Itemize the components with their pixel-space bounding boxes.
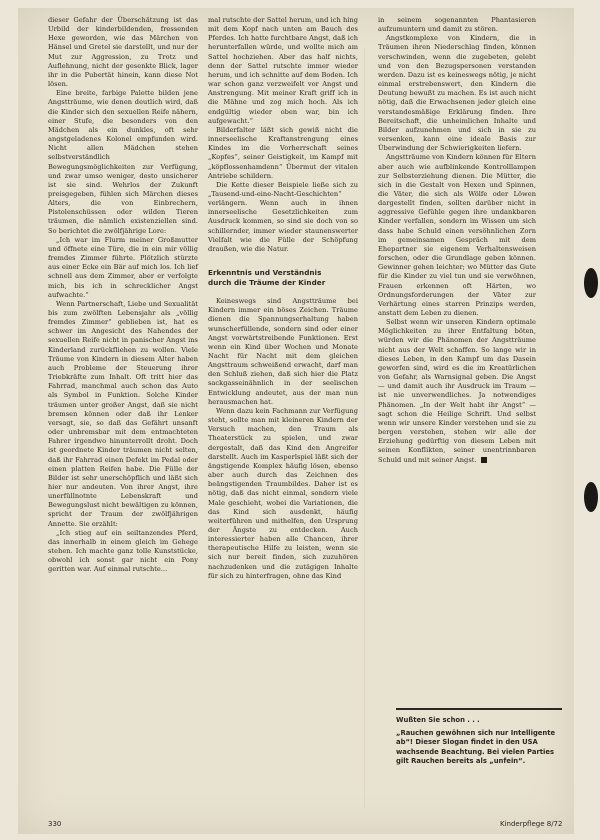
box-text: „Rauchen gewöhnen sich nur Intelligente ab“! Dieser Slogan findet in den USA wachsende Beachtung. Bei vielen Parties gilt Rauchen bereits als „unfein“. xyxy=(396,729,556,765)
box-title: Wußten Sie schon . . . xyxy=(396,716,480,724)
text-column-middle xyxy=(208,16,358,581)
magazine-page xyxy=(18,8,574,834)
section-heading: Erkenntnis und Verständnis durch die Träume der Kinder xyxy=(208,268,326,287)
text-column-right xyxy=(378,16,536,465)
closing-paragraph-text: Selbst wenn wir unseren Kindern optimale Möglichkeiten zu ihrer Entfaltung böten, würden wir die Phänomen der Angstträume nicht aus der Welt schaffen. So lange wir in dieses Leben, in den Kampf um das Dasein geworfen sind, wird es die im Kreatürlichen von Gefahr, als Warnsignal geben. Die Angst — und damit auch ihr Ausdruck im Traum — ist nie unverwendliches. Ja notwendiges Phänomen. „In der Welt habt ihr Angst“ — sagt schon die Heilige Schrift. Und selbst wenn wir unsere Kinder verstehen und sie zu bergen verstehen, stehen wir alle der Erziehung gedürftig von diesem Leben mit seinen Konflikten, seiner unentrinnbaren Schuld und mit seiner Angst. xyxy=(378,318,536,464)
paragraph: mal rutschte der Sattel herum, und ich hing mit dem Kopf nach unten am Bauch des Pferdes. Ich hatte furchtbare Angst, daß ich herunterfallen würde, und wollte mich am Sattel hochziehen. Aber das half nichts, denn der Sattel rutschte immer wieder herum, und ich schnitte auf dem Boden. Ich war schon ganz verzweifelt vor Angst und Anstrengung. Mit meiner Kraft griff ich in die Mähne und zog mich hoch. Als ich endgültig wieder oben war, bin ich aufgewacht.“ xyxy=(208,16,358,125)
end-of-article-mark xyxy=(481,457,487,463)
text-column-left xyxy=(48,16,198,575)
paragraph: Wenn dazu kein Fachmann zur Verfügung steht, sollte man mit kleineren Kindern der Versuch machen, den Traum als Theaterstück zu spielen, und zwar dergestalt, daß das Kind den Angreifer darstellt. Auch im Kasperlspiel läßt sich der ängstigende Komplex häufig lösen, ebenso aber auch durch das Zeichnen des beängstigenden Traumbildes. Daher ist es nötig, daß das nicht einmal, sondern viele Male geschieht, wobei die Variationen, die das Kind sich ausdenkt, häufig weiterführen und mithelfen, den Ursprung der Ängste zu entdecken. Auch interessierter haben alle Chancen, ihrer therapeutische Hilfe zu leisten, wenn sie sich nur bereit finden, sich zuzuhören nachzudenken und die zutägigen Inhalte für sich zu hinterfragen, ohne das Kind xyxy=(208,406,358,580)
paragraph: Angstkomplexe von Kindern, die in Träumen ihren Niederschlag finden, können verschwinden, wenn die zugebeten, gelebt und von den Bezugspersonen verstanden werden. Dazu ist es keineswegs nötig, je nicht einmal erstrebenswert, den Kindern die Deutung bewußt zu machen. Es ist auch nicht nötig, daß die Erwachsenen jeder gleich eine verstandesmäßige Erklärung finden. Ihre Bereitschaft, die unheimlichen Inhalte und Bilder aufzunehmen und sich in sie zu versenken, kann eine ideale Basis zur Überwindung der Schwierigkeiten liefern. xyxy=(378,34,536,153)
issue-label: Kinderpflege 8/72 xyxy=(500,820,563,828)
binder-hole xyxy=(584,482,598,512)
page-crease xyxy=(364,48,365,808)
paragraph: Keineswegs sind Angstträume bei Kindern immer ein böses Zeichen. Träume dienen die Spannungserhaltung haben wunscherfüllende, sondern sind oder einer Angst vorwärtstreibende Funktionen. Erst wenn ein Kind über Wochen und Monate Nacht für Nacht mit dem gleichen Angsttraum schweißend erwacht, darf man den Schluß ziehen, daß sich hier die Platz sackgasseinähnlich in der seelischen Entwicklung andeutet, aus der man nun herausmachen hat. xyxy=(208,297,358,406)
paragraph: in seinem sogenannten Phantasieren aufzumuntern und damit zu stören. xyxy=(378,16,536,34)
dream-quote: „Ich war im Flurm meiner Großmutter und öffnete eine Türe, die in ein mir völlig fremdes Zimmer führte. Plötzlich stürzte aus einer Ecke ein Bär auf mich los. Ich lief schnell aus dem Zimmer, aber er verfolgte mich, bis ich in schrecklicher Angst aufwachte.“ xyxy=(48,235,198,299)
paragraph: Die Kette dieser Beispiele ließe sich zu „Tausend-und-eine-Nacht-Geschichten“ verlängern. Wenn auch in ihnen innerseelische Gesetzlichkeiten zum Ausdruck kommen, so sind sie doch von so schillernder, immer wieder staunenswerter Vielfalt wie die Fülle der Schöpfung draußen, wie die Natur. xyxy=(208,180,358,253)
paragraph: Eine breite, farbige Palette bilden jene Angstträume, wie denen deutlich wird, daß die Kinder sich den sexuellen Reife nähern, einer Stufe, die besonders von den Mädchen als ein dunkles, oft sehr angstgeladenes Kolonel empfunden wird. Nicht allen Mädchen stehen selbstverständlich Bewegungsmöglichkeiten zur Verfügung, und zwar umso weniger, desto unsicherer ist sie sind. Wehrlos der Zukunft preisgegeben, fühlen sich Märchen dieses Alters, die von Einbrechern, Pistolenschüssen oder wilden Tieren träumen, die nämlich existenziellen sind. So berichtet die zwölfjährige Lore: xyxy=(48,89,198,235)
page-number: 330 xyxy=(48,820,62,828)
dream-quote: „Ich stieg auf ein seiltanzendes Pferd, das innerhalb in einem gleich im Gehege stehen. Ich machte ganz tolle Kunststücke, obwohl ich sonst gar nicht ein Pony geritten war. Auf einmal rutschte... xyxy=(48,528,198,574)
paragraph: Angstträume von Kindern können für Eltern aber auch wie aufblinkende Kontrolllampen zur Selbsterziehung dienen. Die Mütter, die sich in die Gestalt von Hexen und Spinnen, die Väter, die sich als Wölfe oder Löwen dargestellt finden, sollten darüber nicht in aggressive Gefühle gegen ihre undankbaren Kinder verfallen, sondern im Wissen um sich dass habe Schuld einen versöhnlichen Zorn im gemeinsamen Gespräch mit dem Ehepartner sie eigenem Verhaltensweisen forschen, oder die Grundlage geben können. Gewinner gehen leichter; wo Mütter das Gute für die Kinder zu viel tun und sie verwöhnen, Frauen erkennen oft Härten, wo Ordnungsforderungen der Väter zur Verhärtung eines starren Prinzips werden, anstatt dem Leben zu dienen. xyxy=(378,153,536,317)
paragraph: Bilderfalter läßt sich gewiß nicht die innerseelische Kraftanstrengung eines Kindes im die Vorherrschaft seines „Kopfes“, seiner Geistigkeit, im Kampf mit „köpflossenhamdenn“ Übermut der vitalen Antriebe schildern. xyxy=(208,125,358,180)
paragraph: dieser Gefahr der Überschätzung ist das Urbild der kinderbildenden, fressenden Hexe geworden, wie das Märchen von Hänsel und Gretel sie darstellt, und nur der Mut zur Aggression, zu Trotz und Auflehnung, nicht der gesenkte Blick, lager ihr in die Pubertät hinein, kann diese Not lösen. xyxy=(48,16,198,89)
binder-hole xyxy=(584,268,598,298)
paragraph xyxy=(378,318,536,465)
did-you-know-box xyxy=(396,708,562,766)
paragraph: Wenn Partnerschaft, Liebe und Sexualität bis zum zwölften Lebensjahr als „völlig fremdes Zimmer“ geblieben ist, hat es schwer im Angesicht des Nahendes der sexuellen Reife nicht in panischer Angst ins Kinderland zurückfliehen zu wollen. Viele Träume von Kindern in diesem Alter haben auch Probleme der Steuerung ihrer Triebkräfte zum Inhalt. Oft tritt hier das Fahrrad, manchmal auch schon das Auto als Symbol in Funktion. Solche Kinder träumen unter großer Angst, daß sie nicht bremsen können oder daß ihr Lenker versagt, sie, so daß das Gefährt unsanft oder unbremsbar mit dem entmachteten Fahrer irgendwo hinunterrollt droht. Doch ist geordnete Kinder träumen nicht selten, daß ihr Fahrrad einen Defekt im Pedal oder einen platten Reifen habe. Die Fülle der Bilder ist sehr unerschöpflich und läßt sich hier nur andeuten. Von ihrer Angst, ihre unerfüllnotnte Lebenskraft und Bewegungslust nicht bewältigen zu können, spricht der Traum der zwölfjährigen Annette. Sie erzählt: xyxy=(48,299,198,528)
